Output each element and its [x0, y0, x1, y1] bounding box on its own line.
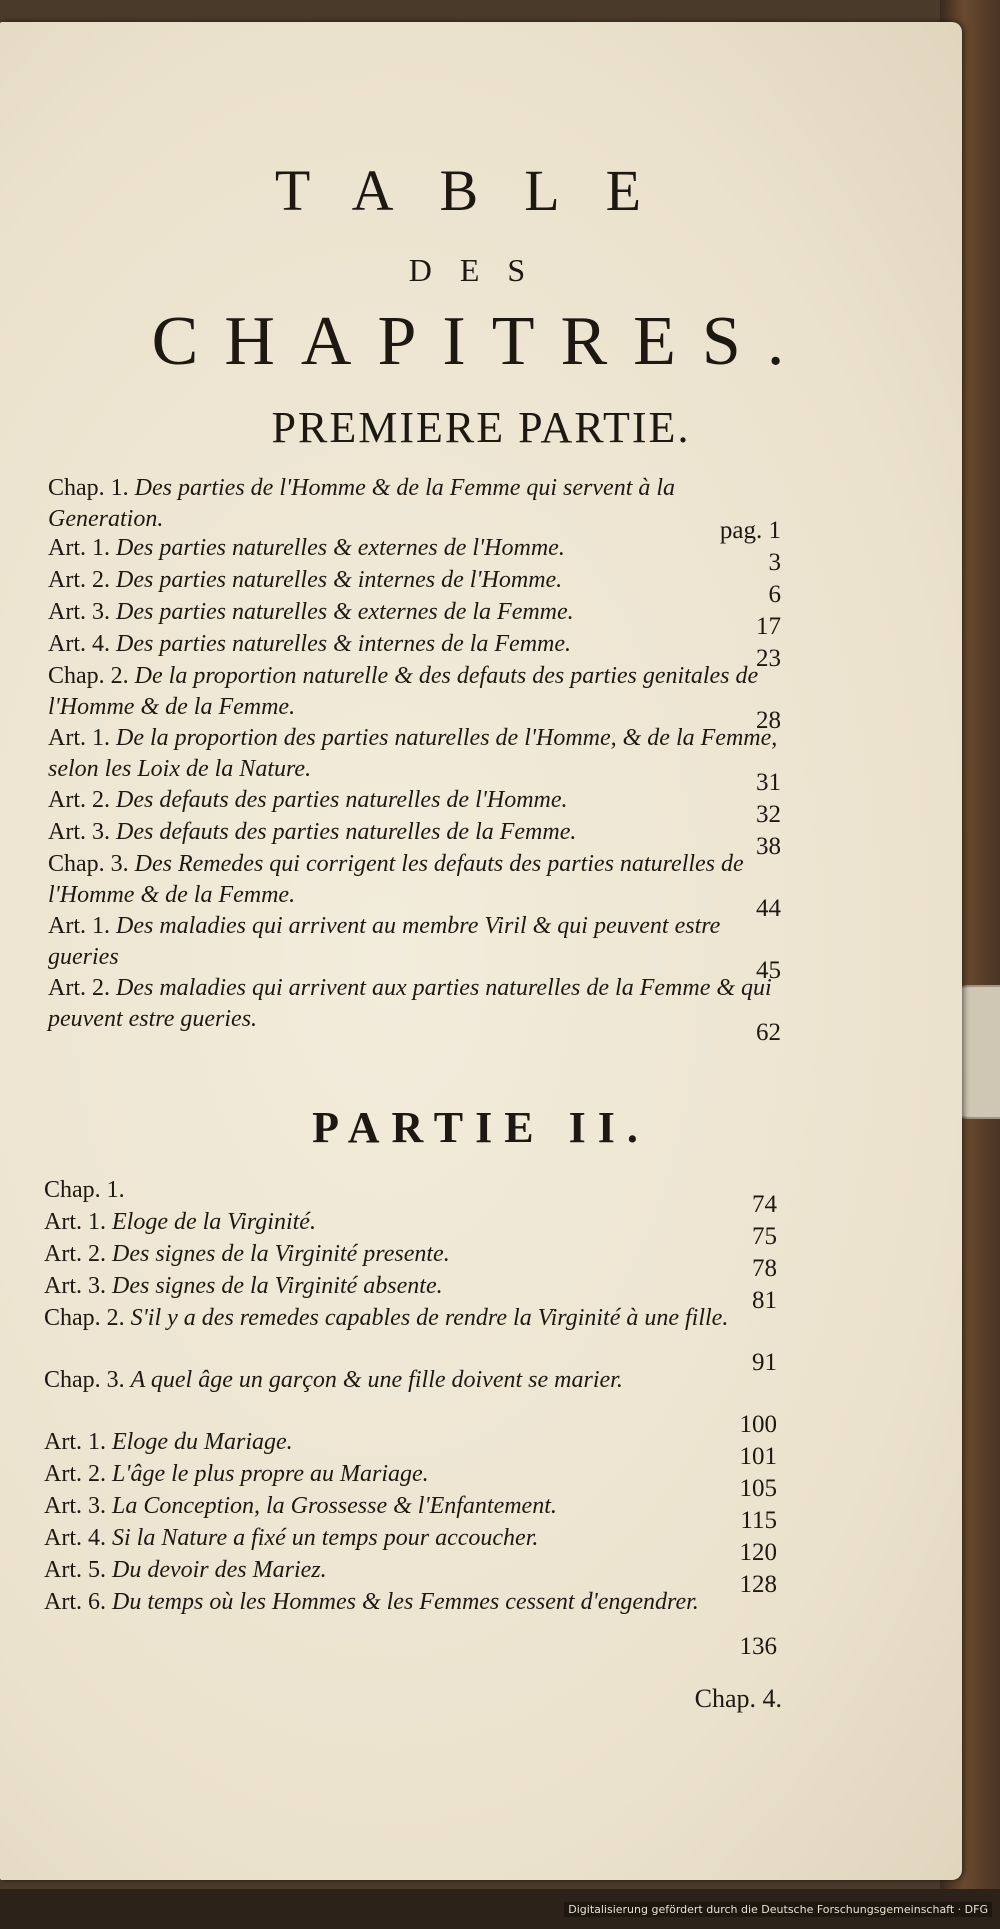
entry-page: pag. 1: [719, 517, 781, 544]
entry-text: L'âge le plus propre au Mariage.: [112, 1461, 429, 1487]
toc-entry: [48, 660, 781, 734]
toc-entry: [44, 1270, 777, 1314]
entry-label: Art. 2.: [48, 975, 110, 1001]
entry-label: Art. 1.: [44, 1429, 106, 1455]
entry-label: Art. 1.: [48, 725, 110, 751]
entry-page: 6: [768, 581, 781, 608]
entry-page: 115: [740, 1507, 777, 1534]
entry-label: Art. 4.: [48, 631, 110, 657]
toc-entry: [48, 910, 781, 984]
part1-heading: PREMIERE PARTIE.: [271, 403, 691, 452]
entry-label: Art. 3.: [48, 819, 110, 845]
toc-entry: [48, 784, 781, 828]
entry-page: 45: [756, 957, 781, 984]
toc-entry: [44, 1458, 777, 1502]
entry-label: Art. 2.: [44, 1241, 106, 1267]
entry-page: 128: [739, 1571, 777, 1598]
entry-text: Des Remedes qui corrigent les defauts des parties naturelles de l'Homme & de la Femme.: [48, 851, 744, 908]
entry-label: Art. 3.: [44, 1493, 106, 1519]
part2-heading: PARTIE II.: [312, 1103, 650, 1152]
part1-entries: [48, 472, 781, 1046]
entry-text: Si la Nature a fixé un temps pour accoucher.: [112, 1525, 539, 1551]
entry-text: Des signes de la Virginité absente.: [112, 1273, 443, 1299]
toc-entry: [44, 1586, 777, 1660]
entry-text: A quel âge un garçon & une fille doivent se marier.: [130, 1367, 623, 1393]
toc-entry: [44, 1426, 777, 1470]
entry-text: Des signes de la Virginité presente.: [112, 1241, 450, 1267]
entry-page: 32: [756, 801, 781, 828]
entry-label: Chap. 3.: [44, 1367, 125, 1393]
part2-entries: [44, 1174, 777, 1660]
entry-text: Des parties naturelles & externes de l'Homme.: [116, 535, 565, 561]
entry-page: 136: [739, 1633, 777, 1660]
entry-text: Des parties de l'Homme & de la Femme qui servent à la Generation.: [48, 475, 676, 532]
entry-page: 101: [739, 1443, 777, 1470]
entry-text: De la proportion des parties naturelles de l'Homme, & de la Femme, selon les Loix de la Nature.: [48, 725, 778, 782]
entry-label: Art. 1.: [48, 535, 110, 561]
entry-page: 75: [752, 1223, 777, 1250]
entry-page: 78: [752, 1255, 777, 1282]
entry-text: Eloge du Mariage.: [112, 1429, 293, 1455]
entry-page: 100: [739, 1411, 777, 1438]
entry-text: Des maladies qui arrivent aux parties naturelles de la Femme & qui peuvent estre gueries.: [48, 975, 772, 1032]
entry-label: Art. 1.: [44, 1209, 106, 1235]
toc-entry: [48, 628, 781, 672]
toc-entry: [44, 1554, 777, 1598]
entry-page: 3: [768, 549, 781, 576]
toc-entry: [48, 722, 781, 796]
entry-page: 31: [756, 769, 781, 796]
entry-text: S'il y a des remedes capables de rendre la Virginité à une fille.: [130, 1305, 729, 1331]
entry-label: Chap. 1.: [44, 1177, 125, 1203]
entry-text: La Conception, la Grossesse & l'Enfantement.: [112, 1493, 557, 1519]
title-table: TABLE: [274, 158, 688, 223]
entry-page: 44: [756, 895, 781, 922]
toc-entry: [44, 1238, 777, 1282]
toc-entry: [44, 1174, 777, 1218]
entry-text: De la proportion naturelle & des defauts des parties genitales de l'Homme & de la Femme.: [48, 663, 759, 720]
toc-entry: [48, 564, 781, 608]
toc-entry: [48, 848, 781, 922]
entry-page: 23: [756, 645, 781, 672]
entry-label: Art. 3.: [44, 1273, 106, 1299]
entry-page: 81: [752, 1287, 777, 1314]
entry-page: 91: [752, 1349, 777, 1376]
entry-label: Art. 2.: [48, 787, 110, 813]
entry-page: 28: [756, 707, 781, 734]
entry-label: Art. 6.: [44, 1589, 106, 1615]
entry-page: 74: [752, 1191, 777, 1218]
entry-label: Chap. 2.: [48, 663, 129, 689]
digitization-credit: Digitalisierung gefördert durch die Deutsche Forschungsgemeinschaft · DFG: [564, 1902, 992, 1917]
entry-label: Art. 4.: [44, 1525, 106, 1551]
toc-entry: [44, 1364, 777, 1438]
toc-entry: [44, 1522, 777, 1566]
toc-entry: [48, 972, 781, 1046]
entry-label: Art. 1.: [48, 913, 110, 939]
toc-entry: [48, 472, 781, 544]
entry-text: Des maladies qui arrivent au membre Viril & qui peuvent estre gueries: [48, 913, 721, 970]
entry-text: Des parties naturelles & internes de la Femme.: [116, 631, 572, 657]
toc-entry: [44, 1490, 777, 1534]
toc-entry: [48, 816, 781, 860]
entry-text: Eloge de la Virginité.: [112, 1209, 316, 1235]
entry-text: Du devoir des Mariez.: [112, 1557, 327, 1583]
book-page: [0, 22, 962, 1880]
title-des: DES: [408, 252, 554, 288]
entry-label: Art. 5.: [44, 1557, 106, 1583]
entry-label: Chap. 3.: [48, 851, 129, 877]
toc-entry: [48, 532, 781, 576]
entry-page: 105: [739, 1475, 777, 1502]
entry-page: 62: [756, 1019, 781, 1046]
toc-entry: [44, 1206, 777, 1250]
entry-label: Art. 2.: [48, 567, 110, 593]
toc-entry: [44, 1302, 777, 1376]
entry-label: Art. 3.: [48, 599, 110, 625]
entry-label: Chap. 1.: [48, 475, 129, 501]
entry-text: Du temps où les Hommes & les Femmes cessent d'engendrer.: [112, 1589, 699, 1615]
entry-text: Des defauts des parties naturelles de l'Homme.: [116, 787, 568, 813]
catchword: Chap. 4.: [694, 1684, 782, 1713]
entry-page: 17: [756, 613, 781, 640]
entry-text: Des parties naturelles & externes de la Femme.: [116, 599, 574, 625]
entry-label: Art. 2.: [44, 1461, 106, 1487]
toc-entry: [48, 596, 781, 640]
entry-text: Des defauts des parties naturelles de la Femme.: [116, 819, 577, 845]
entry-label: Chap. 2.: [44, 1305, 125, 1331]
entry-page: 120: [739, 1539, 777, 1566]
entry-text: Des parties naturelles & internes de l'Homme.: [116, 567, 563, 593]
entry-page: 38: [756, 833, 781, 860]
title-chapitres: CHAPITRES.: [151, 303, 811, 380]
